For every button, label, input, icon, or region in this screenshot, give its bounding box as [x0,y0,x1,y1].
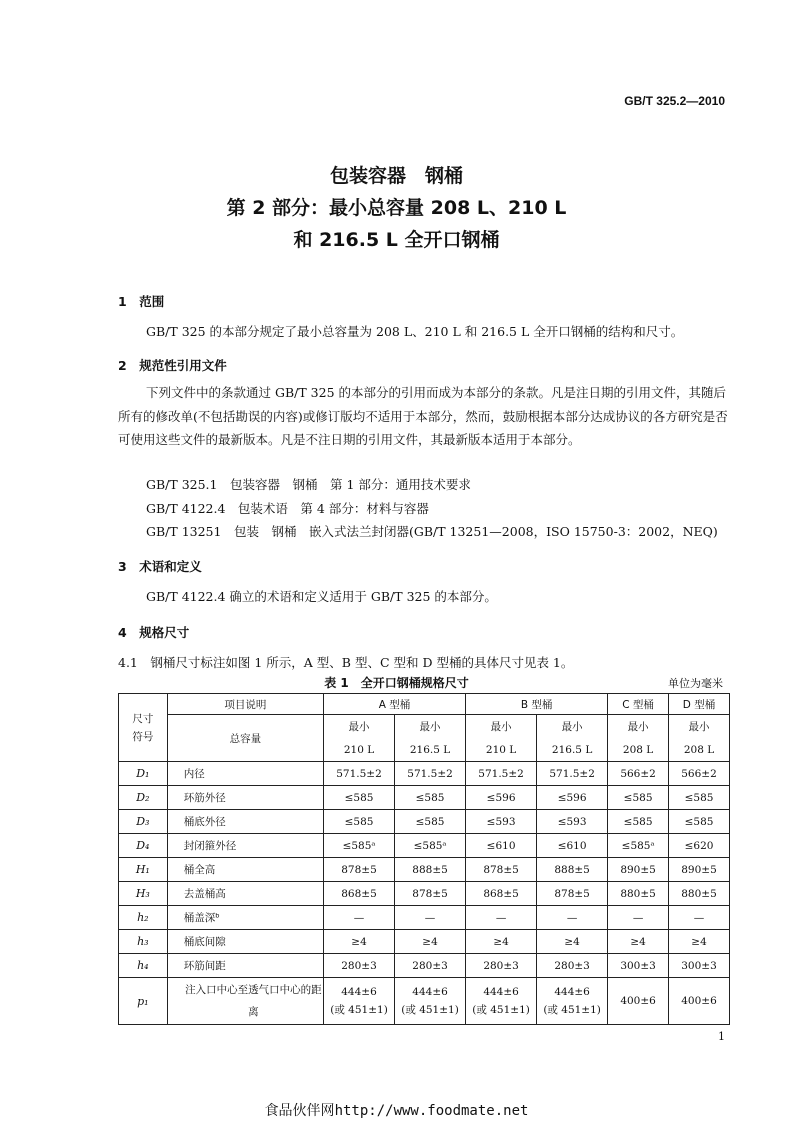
row-item: 桶盖深ᵇ [167,906,323,930]
row-value: — [395,906,466,930]
footer-url[interactable]: http://www.foodmate.net [334,1103,529,1119]
row-value: 444±6 (或 451±1) [466,978,537,1025]
standard-number: GB/T 325.2—2010 [624,94,725,108]
row-symbol: D₃ [119,810,168,834]
row-value: ≤585 [669,786,730,810]
table-row [119,954,730,978]
page-number: 1 [718,1030,725,1043]
row-value: 878±5 [537,882,608,906]
row-value: 880±5 [608,882,669,906]
doc-title-line-3: 和 216.5 L 全开口钢桶 [293,229,500,251]
row-symbol: H₃ [119,882,168,906]
capacity-b1: 210 L [466,738,537,762]
table-row [119,858,730,882]
table-row [119,762,730,786]
row-value: 444±6 (或 451±1) [395,978,466,1025]
row-value: ≥4 [537,930,608,954]
row-value: ≥4 [395,930,466,954]
row-item: 内径 [167,762,323,786]
row-value: 890±5 [608,858,669,882]
row-value: 878±5 [395,882,466,906]
row-value: 444±6 (或 451±1) [324,978,395,1025]
row-value: 300±3 [608,954,669,978]
row-value: 400±6 [608,978,669,1025]
table-row [119,786,730,810]
clause-4-1: 4.1 钢桶尺寸标注如图 1 所示，A 型、B 型、C 型和 D 型桶的具体尺寸见表 1。 [118,655,574,670]
row-value: ≤585 [324,810,395,834]
row-value: 868±5 [466,882,537,906]
row-value: 571.5±2 [537,762,608,786]
capacity-c: 208 L [608,738,669,762]
table-row [119,906,730,930]
row-value: ≤585 [324,786,395,810]
row-item: 去盖桶高 [167,882,323,906]
row-value: 566±2 [669,762,730,786]
row-value: ≥4 [466,930,537,954]
row-value: ≤585 [608,810,669,834]
row-value: — [324,906,395,930]
row-value: ≥4 [324,930,395,954]
doc-title-line-2: 第 2 部分：最小总容量 208 L、210 L [226,197,567,219]
section-1-heading: 1 范围 [118,294,165,309]
capacity-a2: 216.5 L [395,738,466,762]
row-value: 444±6 (或 451±1) [537,978,608,1025]
row-value: ≤585 [669,810,730,834]
row-value: ≤585ᵃ [395,834,466,858]
footer [0,1100,793,1120]
table-row [119,810,730,834]
row-value: ≤585 [608,786,669,810]
reference-2: GB/T 4122.4 包装术语 第 4 部分：材料与容器 [146,501,429,516]
row-item: 桶底外径 [167,810,323,834]
section-3-text: GB/T 4122.4 确立的术语和定义适用于 GB/T 325 的本部分。 [146,589,497,604]
row-symbol: h₃ [119,930,168,954]
row-value: — [608,906,669,930]
row-value: ≤593 [537,810,608,834]
header-type-d: D 型桶 [669,694,730,715]
table-caption: 表 1 全开口钢桶规格尺寸 [324,676,469,690]
capacity-b2: 216.5 L [537,738,608,762]
doc-title-line-1: 包装容器 钢桶 [329,165,463,187]
row-value: 888±5 [395,858,466,882]
header-symbol: 尺寸符号 [119,694,168,762]
row-value: 280±3 [324,954,395,978]
row-value: — [669,906,730,930]
header-min: 最小 [395,715,466,739]
header-item: 项目说明 [167,694,323,715]
row-value: ≤596 [537,786,608,810]
row-value: ≤610 [537,834,608,858]
row-value: 888±5 [537,858,608,882]
row-value: 878±5 [324,858,395,882]
header-min: 最小 [537,715,608,739]
header-total-capacity: 总容量 [167,715,323,762]
row-symbol: D₁ [119,762,168,786]
row-symbol: D₂ [119,786,168,810]
section-1-text: GB/T 325 的本部分规定了最小总容量为 208 L、210 L 和 216.5 L 全开口钢桶的结构和尺寸。 [146,324,684,339]
header-min: 最小 [669,715,730,739]
row-value: 571.5±2 [466,762,537,786]
row-symbol: H₁ [119,858,168,882]
capacity-a1: 210 L [324,738,395,762]
table-unit: 单位为毫米 [668,677,723,690]
row-item: 桶全高 [167,858,323,882]
row-value: ≥4 [669,930,730,954]
row-value: 280±3 [466,954,537,978]
row-value: 280±3 [537,954,608,978]
capacity-d: 208 L [669,738,730,762]
row-value: 571.5±2 [324,762,395,786]
header-type-c: C 型桶 [608,694,669,715]
row-value: 300±3 [669,954,730,978]
row-value: 400±6 [669,978,730,1025]
section-3-heading: 3 术语和定义 [118,559,202,574]
row-value: ≤585ᵃ [608,834,669,858]
row-value: — [537,906,608,930]
section-2-paragraph: 下列文件中的条款通过 GB/T 325 的本部分的引用而成为本部分的条款。凡是注日期的引用文件，其随后所有的修改单(不包括勘误的内容)或修订版均不适用于本部分，然而，鼓励根据本部分达成协议的各方研究是否可使用这些文件的最新版本。凡是不注日期的引用文件，其最新版本适用于本部分。 [118,385,728,447]
row-value: 878±5 [466,858,537,882]
reference-3: GB/T 13251 包装 钢桶 嵌入式法兰封闭器(GB/T 13251—2008，ISO 15750-3：2002，NEQ) [146,524,718,539]
table-row [119,930,730,954]
row-symbol: h₄ [119,954,168,978]
header-min: 最小 [608,715,669,739]
row-value: 571.5±2 [395,762,466,786]
section-4-heading: 4 规格尺寸 [118,625,190,640]
row-item: 封闭箍外径 [167,834,323,858]
reference-1: GB/T 325.1 包装容器 钢桶 第 1 部分：通用技术要求 [146,477,471,492]
row-value: 890±5 [669,858,730,882]
row-symbol: p₁ [119,978,168,1025]
row-value: ≤596 [466,786,537,810]
header-min: 最小 [324,715,395,739]
row-value: ≤610 [466,834,537,858]
row-item: 注入口中心至透气口中心的距离 [167,978,323,1025]
row-value: ≤593 [466,810,537,834]
footer-site: 食品伙伴网 [264,1103,335,1119]
row-item: 环筋外径 [167,786,323,810]
section-2-heading: 2 规范性引用文件 [118,358,227,373]
row-item: 桶底间隙 [167,930,323,954]
row-value: ≤620 [669,834,730,858]
row-value: ≥4 [608,930,669,954]
header-type-a: A 型桶 [324,694,466,715]
row-symbol: D₄ [119,834,168,858]
header-min: 最小 [466,715,537,739]
row-value: ≤585 [395,786,466,810]
table-row [119,882,730,906]
row-symbol: h₂ [119,906,168,930]
table-row [119,834,730,858]
row-value: 880±5 [669,882,730,906]
row-value: ≤585 [395,810,466,834]
row-value: — [466,906,537,930]
row-value: 280±3 [395,954,466,978]
row-value: 868±5 [324,882,395,906]
header-type-b: B 型桶 [466,694,608,715]
spec-table [118,693,730,1025]
row-value: ≤585ᵃ [324,834,395,858]
row-value: 566±2 [608,762,669,786]
row-item: 环筋间距 [167,954,323,978]
